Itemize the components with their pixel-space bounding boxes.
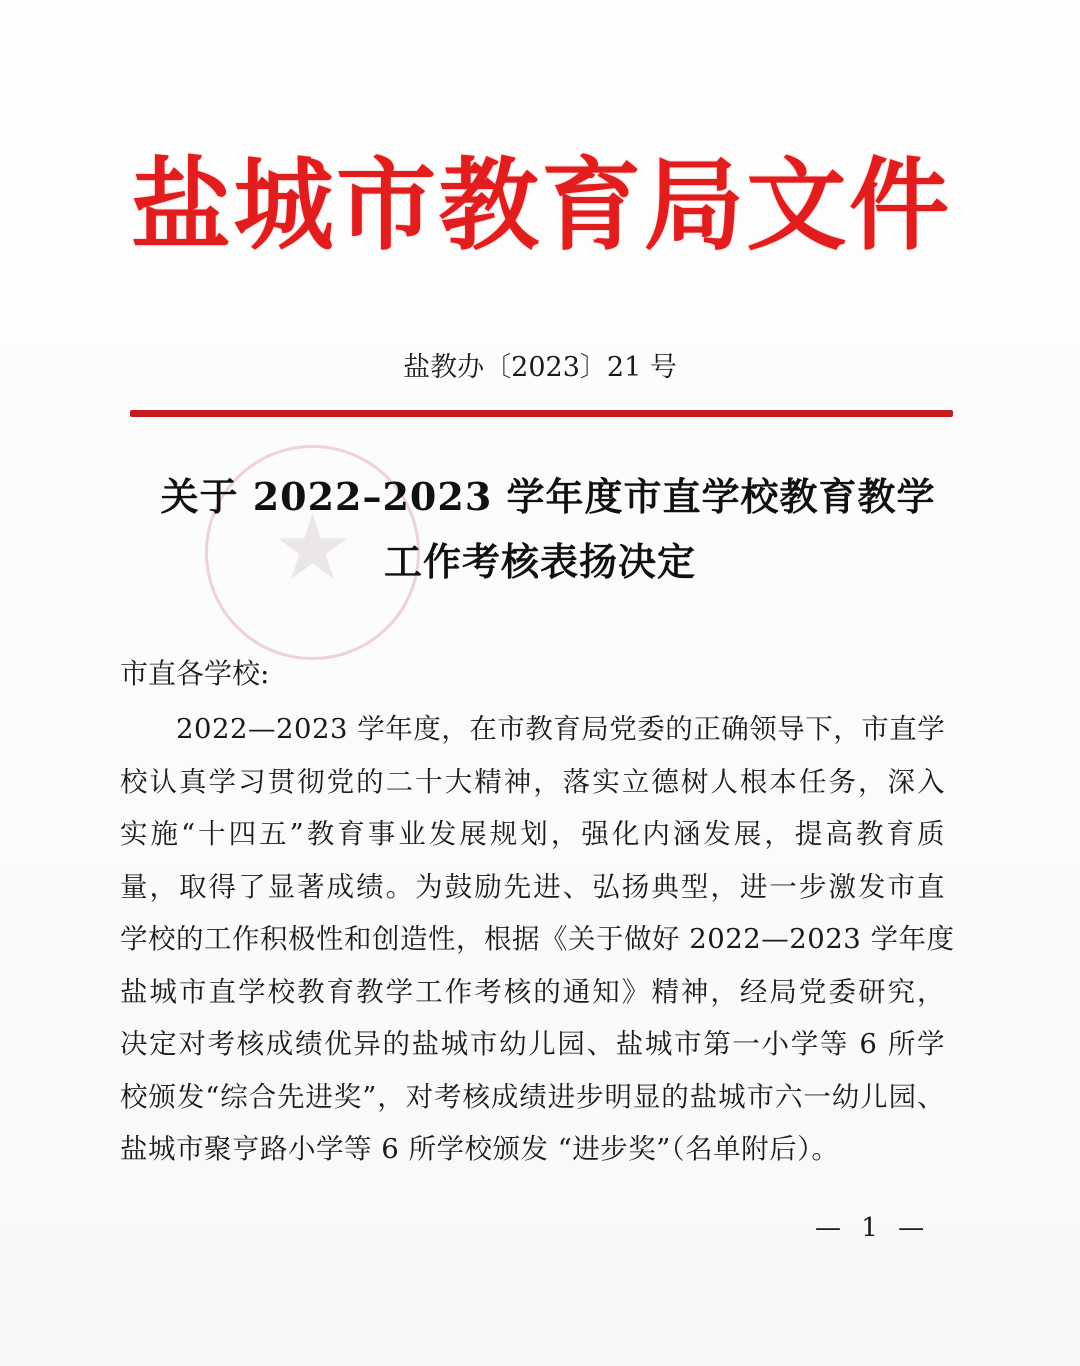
masthead-char: 件 [848,146,949,264]
body-line: 盐城市聚亨路小学等 6 所学校颁发 “进步奖”（名单附后）。 [120,1133,840,1165]
page-number: — 1 — [815,1213,931,1243]
salutation: 市直各学校: [120,657,270,690]
document-number: 盐教办〔2023〕21 号 [403,352,677,383]
masthead-title [130,140,950,270]
body-line: 校颁发“综合先进奖”，对考核成绩进步明显的盐城市六一幼儿园、 [120,1080,945,1113]
masthead-char: 盐 [131,146,231,264]
document-title-line-2: 工作考核表扬决定 [383,539,696,584]
masthead-char: 文 [746,146,847,264]
masthead-char: 局 [643,146,744,264]
body-line: 决定对考核成绩优异的盐城市幼儿园、盐城市第一小学等 6 所学 [120,1028,945,1060]
document-body [120,703,955,1176]
document-title-line-1: 关于 2022–2023 学年度市直学校教育教学 [160,474,936,519]
masthead-char: 教 [438,146,539,264]
body-line: 量，取得了显著成绩。为鼓励先进、弘扬典型，进一步激发市直 [120,870,945,903]
masthead-char: 市 [336,146,437,264]
body-line: 学校的工作积极性和创造性，根据《关于做好 2022—2023 学年度 [120,923,955,955]
body-line: 校认真学习贯彻党的二十大精神，落实立德树人根本任务，深入 [120,765,945,798]
masthead-char: 城 [233,146,334,264]
body-line: 实施“十四五”教育事业发展规划，强化内涵发展，提高教育质 [120,818,945,850]
body-line: 盐城市直学校教育教学工作考核的通知》精神，经局党委研究， [120,975,945,1008]
masthead-char: 育 [541,146,642,264]
red-divider-line [130,410,953,417]
seal-star-icon: ★ [272,495,353,600]
body-line: 2022—2023 学年度，在市教育局党委的正确领导下，市直学 [176,713,946,745]
